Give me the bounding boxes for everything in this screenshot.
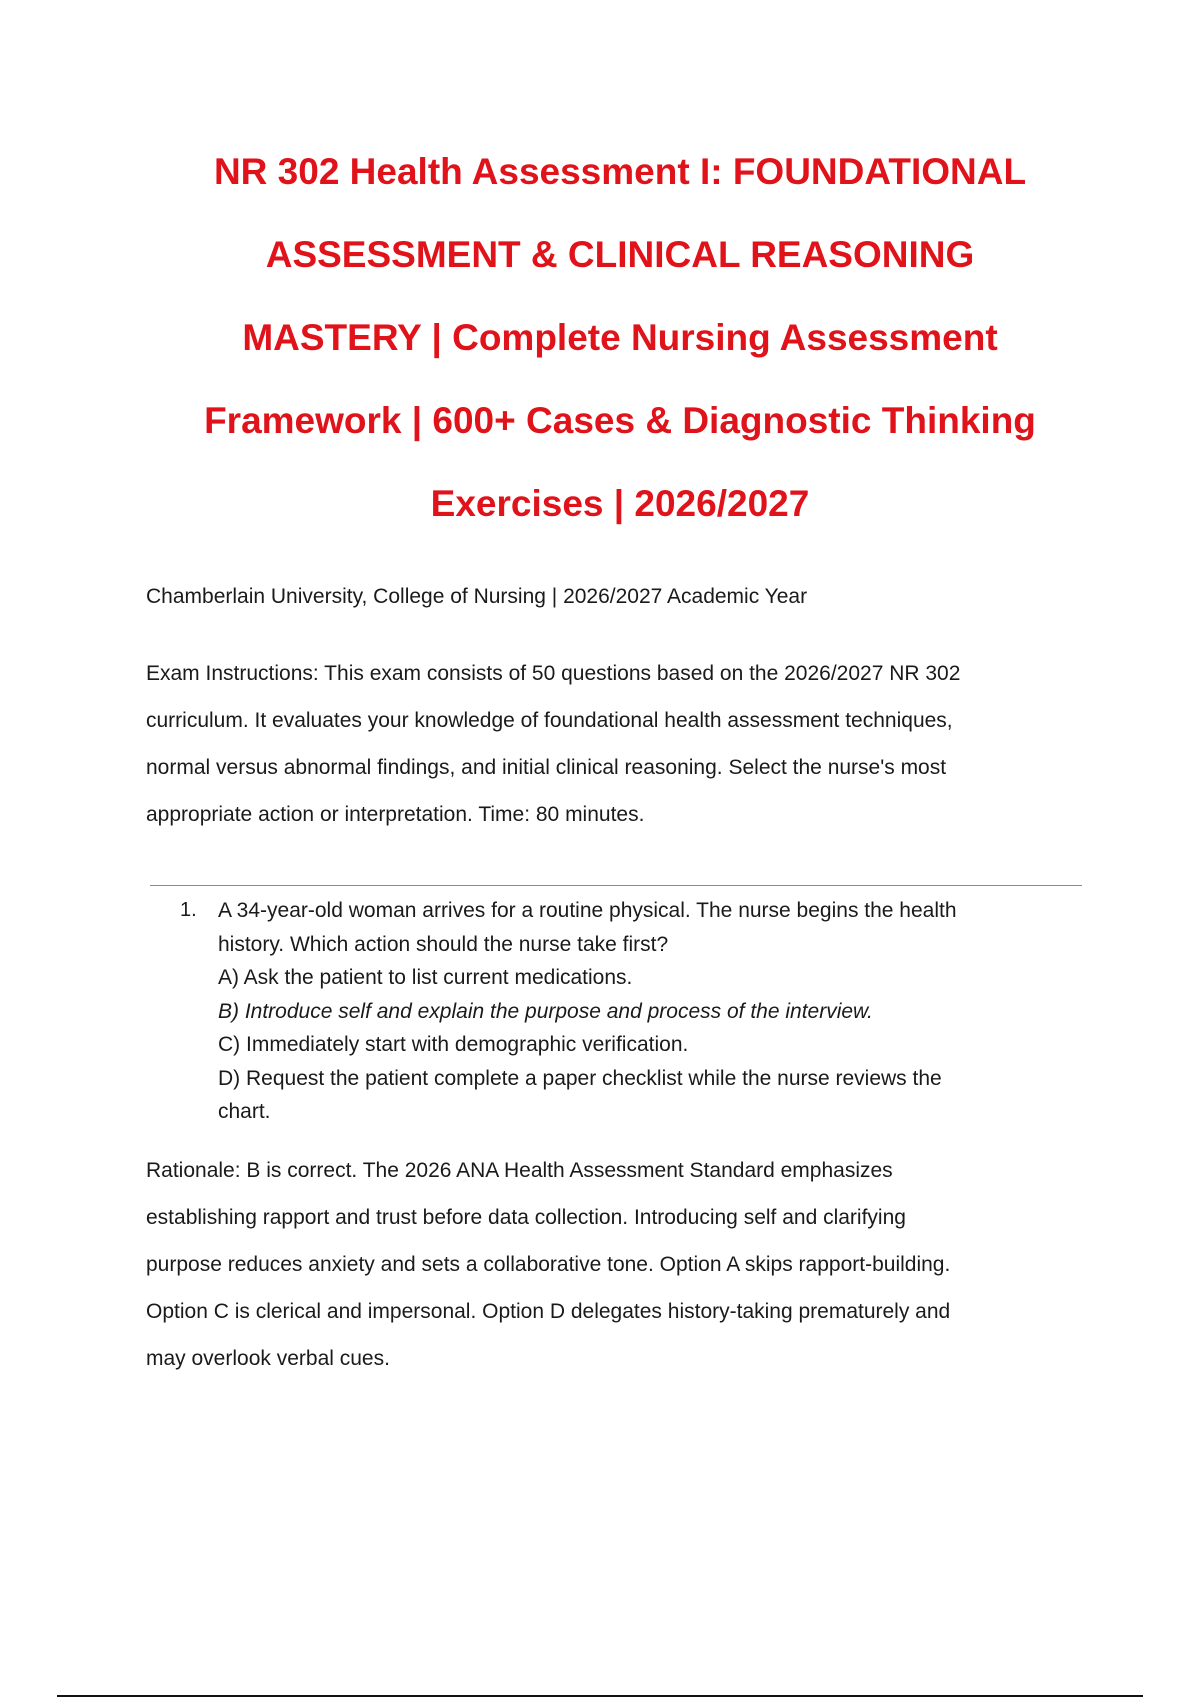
instructions-line: Exam Instructions: This exam consists of 50 questions based on the 2026/2027 NR 302	[146, 662, 961, 685]
rationale-line: purpose reduces anxiety and sets a collaborative tone. Option A skips rapport-building.	[146, 1253, 951, 1276]
option-a: A) Ask the patient to list current medications.	[218, 966, 633, 989]
option-b: B) Introduce self and explain the purpose and process of the interview.	[218, 999, 873, 1023]
instructions-line: normal versus abnormal findings, and initial clinical reasoning. Select the nurse's most	[146, 756, 947, 779]
option-d: D) Request the patient complete a paper checklist while the nurse reviews the	[218, 1066, 942, 1090]
rationale-line: Rationale: B is correct. The 2026 ANA Health Assessment Standard emphasizes	[146, 1159, 893, 1182]
question-body	[218, 894, 1088, 1129]
rationale-line: Option C is clerical and impersonal. Option D delegates history-taking prematurely and	[146, 1300, 951, 1323]
title-line: MASTERY | Complete Nursing Assessment	[242, 317, 998, 358]
rationale-line: establishing rapport and trust before data collection. Introducing self and clarifying	[146, 1206, 906, 1229]
instructions-line: curriculum. It evaluates your knowledge of foundational health assessment techniques,	[146, 709, 953, 732]
rationale	[146, 1147, 1096, 1382]
document-title	[100, 130, 1140, 545]
option-c: C) Immediately start with demographic verification.	[218, 1033, 689, 1056]
question-stem-line: A 34-year-old woman arrives for a routine physical. The nurse begins the health	[218, 899, 957, 922]
exam-instructions	[146, 650, 1096, 838]
question-number: 1.	[180, 899, 197, 921]
rationale-line: may overlook verbal cues.	[146, 1347, 390, 1370]
question-stem-line: history. Which action should the nurse take first?	[218, 932, 669, 956]
option-d-continuation: chart.	[218, 1100, 271, 1123]
title-line: Exercises | 2026/2027	[430, 483, 810, 524]
page-bottom-rule	[57, 1695, 1143, 1697]
title-line: Framework | 600+ Cases & Diagnostic Thinking	[204, 400, 1036, 441]
title-line: ASSESSMENT & CLINICAL REASONING	[265, 234, 975, 275]
instructions-line: appropriate action or interpretation. Time: 80 minutes.	[146, 803, 645, 826]
title-line: NR 302 Health Assessment I: FOUNDATIONAL	[213, 151, 1027, 192]
section-divider	[150, 885, 1082, 886]
institution-subtitle: Chamberlain University, College of Nursing | 2026/2027 Academic Year	[146, 585, 808, 608]
